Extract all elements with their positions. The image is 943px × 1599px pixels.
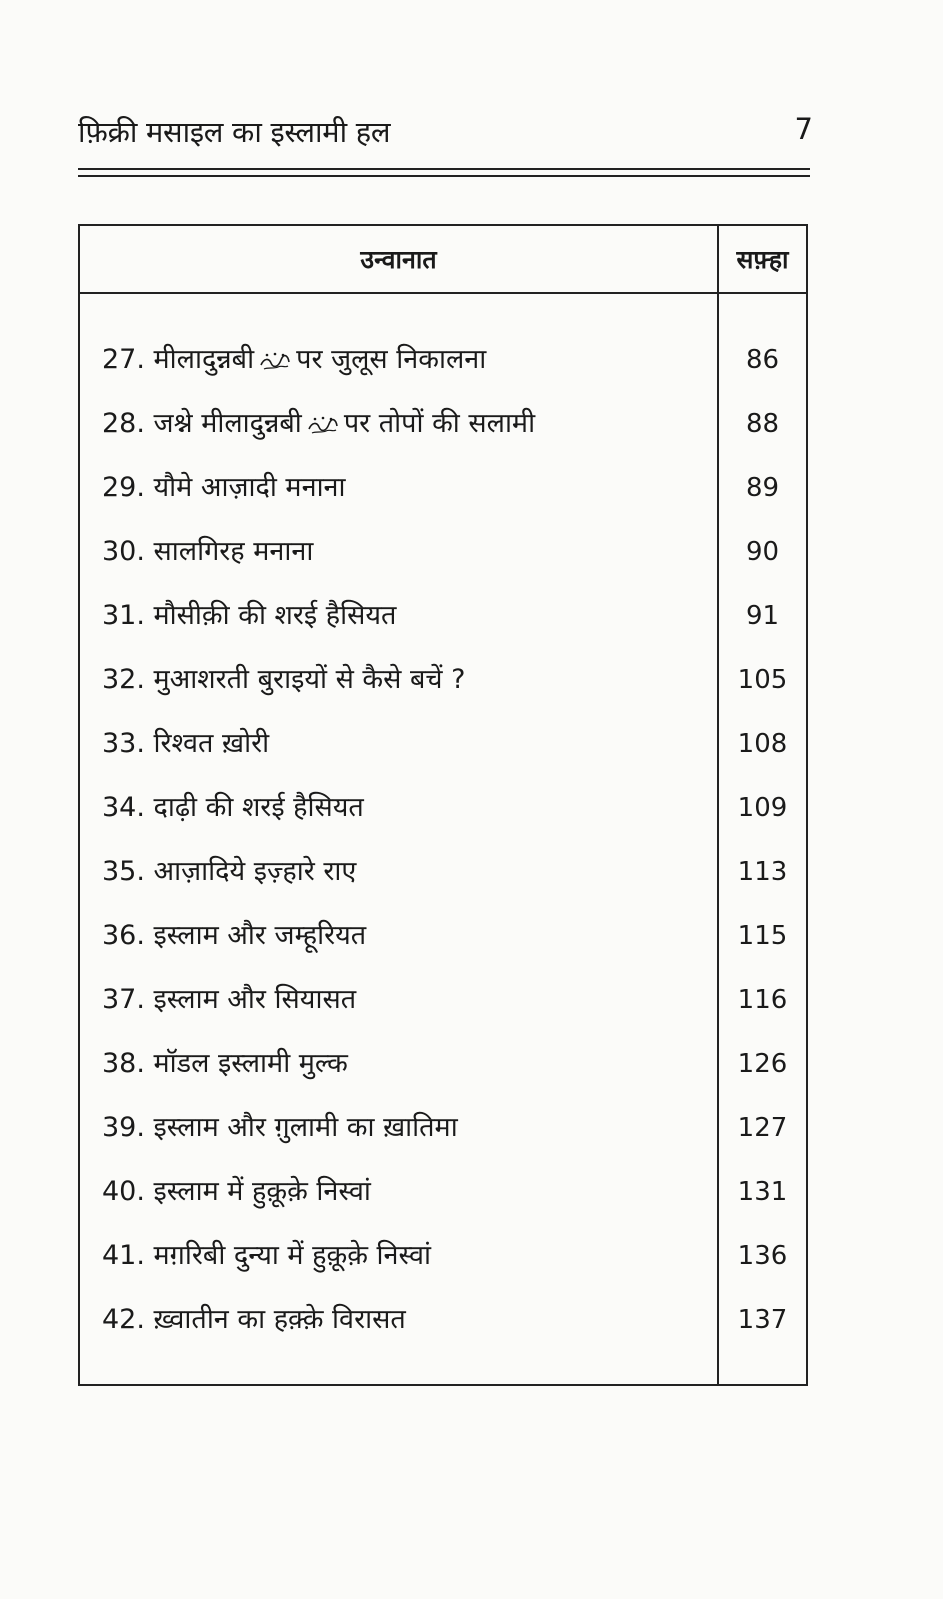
toc-entry-text: पर जुलूस निकालना	[296, 344, 487, 375]
toc-entry-page: 115	[737, 921, 788, 951]
toc-entry-title	[102, 392, 702, 456]
toc-entry-title	[102, 328, 702, 392]
toc-entry-title	[102, 1288, 702, 1352]
toc-entry-page: 136	[737, 1241, 788, 1271]
toc-entry-text: 36. इस्लाम और जम्हूरियत	[102, 920, 367, 951]
toc-entry-text: 39. इस्लाम और ग़ुलामी का ख़ातिमा	[102, 1112, 458, 1143]
toc-entry-page: 89	[745, 473, 780, 503]
toc-entry-title	[102, 456, 702, 520]
toc-entry-page: 116	[737, 985, 788, 1015]
toc-entry-text: 41. मग़रिबी दुन्या में हुक़ूक़े निस्वां	[102, 1240, 432, 1271]
toc-entry-title	[102, 520, 702, 584]
toc-entry-text: 27. मीलादुन्नबी	[102, 344, 255, 375]
toc-entry-page: 90	[745, 537, 780, 567]
column-header-page: सफ़्हा	[736, 245, 789, 274]
toc-entry	[80, 1224, 806, 1288]
toc-entry-text: 34. दाढ़ी की शरई हैसियत	[102, 792, 364, 823]
toc-entry	[80, 1032, 806, 1096]
toc-entry-page: 127	[737, 1113, 788, 1143]
toc-entry-page: 131	[737, 1177, 788, 1207]
toc-entry-title	[102, 904, 702, 968]
toc-entry	[80, 456, 806, 520]
toc-entry	[80, 1160, 806, 1224]
column-header-title: उन्वानात	[360, 245, 437, 274]
toc-entry-text: 38. मॉडल इस्लामी मुल्क	[102, 1048, 348, 1079]
toc-entry-title	[102, 776, 702, 840]
toc-entry-page: 108	[737, 729, 788, 759]
toc-entry-page: 105	[737, 665, 788, 695]
toc-entry-page: 126	[737, 1049, 788, 1079]
toc-entry	[80, 776, 806, 840]
toc-entry-title	[102, 648, 702, 712]
honorific-salawat-icon	[306, 414, 340, 436]
toc-entry-page: 109	[737, 793, 788, 823]
toc-entry-text: पर तोपों की सलामी	[343, 408, 536, 439]
toc-entry-title	[102, 1096, 702, 1160]
running-head: फ़िक्री मसाइल का इस्लामी हल	[78, 115, 391, 149]
toc-entry	[80, 520, 806, 584]
toc-entry-text: 40. इस्लाम में हुक़ूक़े निस्वां	[102, 1176, 371, 1207]
table-of-contents	[78, 224, 808, 1386]
toc-entry-text: 31. मौसीक़ी की शरई हैसियत	[102, 600, 397, 631]
toc-entry-title	[102, 712, 702, 776]
toc-entry	[80, 584, 806, 648]
toc-entry	[80, 904, 806, 968]
table-header	[80, 226, 806, 294]
toc-entry	[80, 968, 806, 1032]
toc-entry-text: 32. मुआशरती बुराइयों से कैसे बचें ?	[102, 664, 466, 695]
toc-entry-text: 42. ख़्वातीन का हक़्क़े विरासत	[102, 1304, 406, 1335]
header-rule	[78, 168, 810, 170]
toc-entry-title	[102, 1032, 702, 1096]
toc-entry-text: 29. यौमे आज़ादी मनाना	[102, 472, 346, 503]
toc-entry-page: 86	[745, 345, 780, 375]
toc-entry	[80, 712, 806, 776]
toc-entry-page: 113	[737, 857, 788, 887]
toc-entry	[80, 392, 806, 456]
toc-entry-text: 33. रिश्वत ख़ोरी	[102, 728, 270, 759]
toc-entry-page: 91	[745, 601, 780, 631]
toc-entry-title	[102, 840, 702, 904]
toc-entry-title	[102, 968, 702, 1032]
toc-entry	[80, 328, 806, 392]
toc-entry-title	[102, 1224, 702, 1288]
toc-entry-text: 30. सालगिरह मनाना	[102, 536, 314, 567]
toc-entry-text: 28. जश्ने मीलादुन्नबी	[102, 408, 302, 439]
toc-entry-page: 88	[745, 409, 780, 439]
toc-entry-page: 137	[737, 1305, 788, 1335]
toc-entry	[80, 840, 806, 904]
page-number: 7	[794, 112, 813, 146]
toc-entry	[80, 1096, 806, 1160]
toc-entry-title	[102, 584, 702, 648]
toc-entry-title	[102, 1160, 702, 1224]
toc-entry	[80, 1288, 806, 1352]
toc-entry	[80, 648, 806, 712]
toc-entry-text: 35. आज़ादिये इज़्हारे राए	[102, 856, 357, 887]
honorific-salawat-icon	[258, 350, 292, 372]
header-rule	[78, 175, 810, 177]
toc-entry-text: 37. इस्लाम और सियासत	[102, 984, 357, 1015]
toc-rows	[80, 328, 806, 1352]
